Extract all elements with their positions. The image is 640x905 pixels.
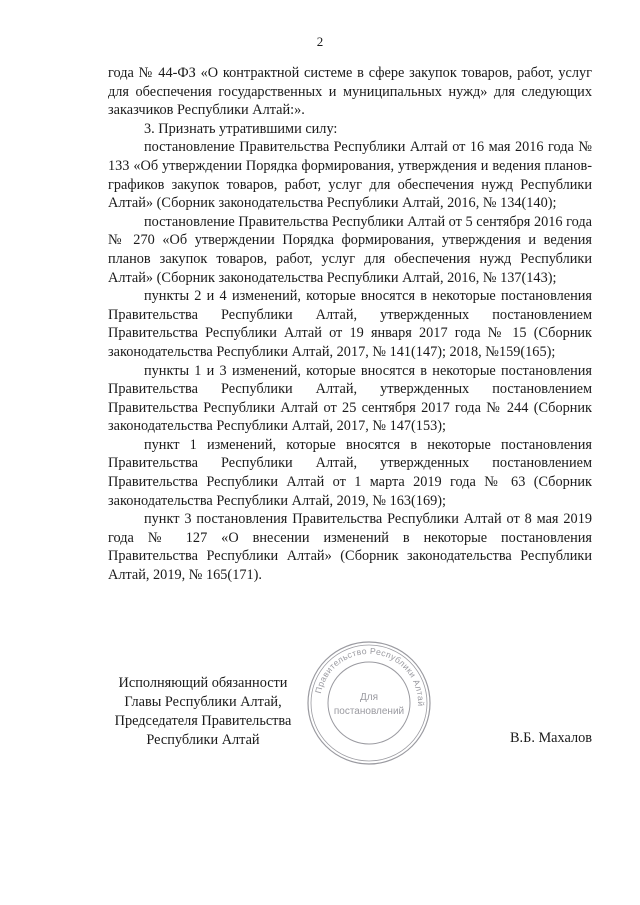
stamp-outer-text: Правительство Республики Алтай [313, 645, 427, 707]
signatory-title-line: Республики Алтай [146, 732, 260, 748]
stamp-center-line: постановлений [333, 706, 405, 717]
paragraph-item-3: 3. Признать утратившими силу: [144, 120, 338, 137]
signatory-title-line: Главы Республики Алтай, [124, 694, 282, 710]
paragraph-repeal-270: постановление Правительства Республики Алтай от 5 сентября 2016 года № 270 «Об утверждении Порядка формирования, утверждения и ведения планов закупок товаров, работ, услуг для обеспечения нужд Республики Алтай» (Сборник законодательства Республики Алтай, 2016, № 137(143); [108, 213, 592, 286]
paragraph-continuation: года № 44-ФЗ «О контрактной системе в сфере закупок товаров, работ, услуг для обеспечения государственных и муниципальных нужд» для следующих заказчиков Республики Алтай:». [108, 65, 592, 119]
paragraph-repeal-127: пункт 3 постановления Правительства Республики Алтай от 8 мая 2019 года № 127 «О внесении изменений в некоторые постановления Правительства Республики Алтай» (Сборник законодательства Республики Алтай, 2019, № 165(171). [108, 511, 592, 584]
paragraph-repeal-63: пункт 1 изменений, которые вносятся в некоторые постановления Правительства Республики Алтай, утвержденных постановлением Правительства Республики Алтай от 1 марта 2019 года № 63 (Сборник законодательства Республики Алтай, 2019, № 163(169); [108, 436, 592, 509]
page-number: 2 [316, 34, 324, 49]
signatory-title-line: Исполняющий обязанности [118, 675, 288, 691]
stamp-center-line: Для [359, 692, 379, 703]
document-body [108, 64, 592, 585]
official-stamp [306, 640, 432, 766]
signatory-title [108, 674, 298, 750]
signatory-name: В.Б. Махалов [510, 730, 592, 746]
paragraph-repeal-133: постановление Правительства Республики Алтай от 16 мая 2016 года № 133 «Об утверждении Порядка формирования, утверждения и ведения планов-графиков закупок товаров, работ, услуг для обеспечения нужд Республики Алтай» (Сборник законодательства Республики Алтай, 2016, № 134(140); [108, 139, 592, 212]
paragraph-repeal-15: пункты 2 и 4 изменений, которые вносятся в некоторые постановления Правительства Республики Алтай, утвержденных постановлением Правительства Республики Алтай от 19 января 2017 года № 15 (Сборник законодательства Республики Алтай, 2017, № 141(147); 2018, №159(165); [108, 288, 592, 360]
signatory-title-line: Председателя Правительства [114, 713, 292, 729]
paragraph-repeal-244: пункты 1 и 3 изменений, которые вносятся в некоторые постановления Правительства Республики Алтай, утвержденных постановлением Правительства Республики Алтай от 25 сентября 2017 года № 244 (Сборник законодательства Республики Алтай, 2017, № 147(153); [108, 362, 592, 435]
